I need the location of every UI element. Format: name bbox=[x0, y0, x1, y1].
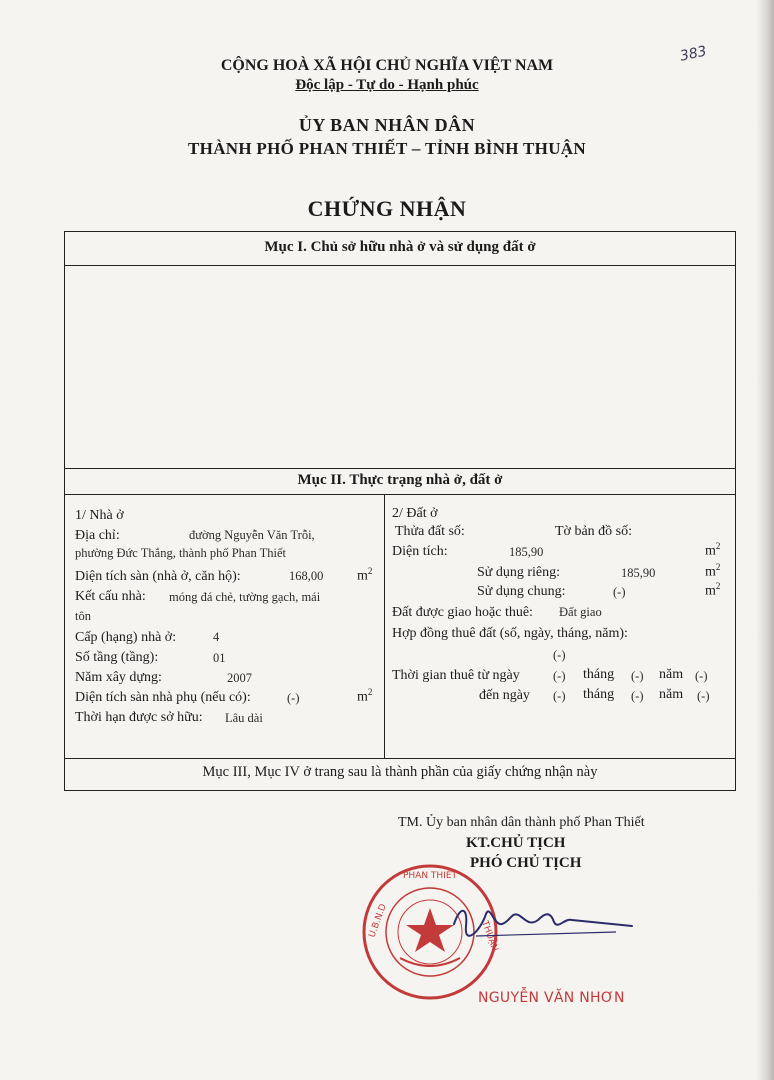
divider bbox=[65, 468, 735, 469]
lease-to-label: đến ngày bbox=[479, 688, 530, 703]
lease-to-month: (-) bbox=[631, 689, 644, 703]
lease-contract-value: (-) bbox=[553, 648, 566, 662]
floor-area-label: Diện tích sàn (nhà ở, căn hộ): bbox=[75, 569, 241, 584]
lease-to-year: (-) bbox=[697, 689, 710, 703]
svg-text:U.B.N.D: U.B.N.D bbox=[367, 902, 389, 940]
lease-from-month-label: tháng bbox=[583, 667, 615, 682]
svg-text:PHAN THIẾT: PHAN THIẾT bbox=[402, 871, 458, 881]
lease-from-year-label: năm bbox=[659, 667, 684, 682]
ownership-term-label: Thời hạn được sở hữu: bbox=[75, 710, 203, 725]
year-built-label: Năm xây dựng: bbox=[75, 670, 162, 685]
allocation-value: Đất giao bbox=[559, 605, 602, 619]
svg-text:THUẬN: THUẬN bbox=[479, 919, 500, 953]
address-value: đường Nguyễn Văn Trỗi, bbox=[189, 528, 315, 542]
handwritten-signature bbox=[446, 896, 636, 946]
section3-note: Mục III, Mục IV ở trang sau là thành phần của giấy chứng nhận này bbox=[202, 764, 598, 780]
on-behalf-text: TM. Ủy ban nhân dân thành phố Phan Thiết bbox=[398, 815, 645, 830]
grade-value: 4 bbox=[213, 630, 220, 644]
section2-heading: Mục II. Thực trạng nhà ở, đất ở bbox=[297, 472, 503, 488]
divider bbox=[65, 265, 735, 266]
authority-location: THÀNH PHỐ PHAN THIẾT – TỈNH BÌNH THUẬN bbox=[188, 139, 586, 158]
shared-use-value: (-) bbox=[613, 585, 626, 599]
ownership-term-value: Lâu dài bbox=[225, 711, 263, 725]
country-name: CỘNG HOÀ XÃ HỘI CHỦ NGHĨA VIỆT NAM bbox=[220, 57, 554, 74]
land-area-label: Diện tích: bbox=[392, 544, 448, 559]
private-use-unit: $m^2$ bbox=[705, 562, 721, 580]
land-area-value: 185,90 bbox=[509, 545, 544, 559]
divider bbox=[65, 494, 735, 495]
lease-from-year: (-) bbox=[695, 669, 708, 683]
aux-area-label: Diện tích sàn nhà phụ (nếu có): bbox=[75, 690, 251, 705]
aux-area-unit: $m^2$ bbox=[357, 687, 373, 705]
plot-number-label: Thửa đất số: bbox=[395, 524, 465, 539]
signer-name: NGUYỄN VĂN NHƠN bbox=[478, 990, 625, 1006]
lease-contract-label: Hợp đồng thuê đất (số, ngày, tháng, năm): bbox=[392, 626, 628, 641]
structure-value-line2: tôn bbox=[75, 609, 91, 623]
structure-label: Kết cấu nhà: bbox=[75, 589, 146, 604]
signer-position-1: KT.CHỦ TỊCH bbox=[466, 835, 566, 851]
certificate-frame bbox=[64, 231, 736, 791]
year-built-value: 2007 bbox=[227, 671, 252, 685]
shared-use-unit: $m^2$ bbox=[705, 581, 721, 599]
lease-to-year-label: năm bbox=[659, 687, 684, 702]
private-use-label: Sử dụng riêng: bbox=[477, 565, 561, 580]
issuing-authority: ỦY BAN NHÂN DÂN bbox=[298, 115, 476, 135]
floor-area-value: 168,00 bbox=[289, 569, 324, 583]
land-area-unit: $m^2$ bbox=[705, 541, 721, 559]
column-divider bbox=[384, 494, 385, 758]
house-heading: 1/ Nhà ở bbox=[75, 508, 124, 523]
section1-heading: Mục I. Chủ sở hữu nhà ở và sử dụng đất ở bbox=[264, 239, 536, 255]
land-heading: 2/ Đất ở bbox=[392, 506, 438, 521]
lease-from-month: (-) bbox=[631, 669, 644, 683]
floors-label: Số tầng (tầng): bbox=[75, 650, 159, 665]
document-title: CHỨNG NHẬN bbox=[307, 196, 467, 221]
divider bbox=[65, 758, 735, 759]
lease-from-day: (-) bbox=[553, 669, 566, 683]
private-use-value: 185,90 bbox=[621, 566, 656, 580]
shared-use-label: Sử dụng chung: bbox=[477, 584, 566, 599]
page-edge bbox=[756, 0, 774, 1080]
map-sheet-label: Tờ bản đồ số: bbox=[555, 524, 633, 539]
lease-from-label: Thời gian thuê từ ngày bbox=[392, 668, 520, 683]
grade-label: Cấp (hạng) nhà ở: bbox=[75, 630, 177, 645]
address-value-line2: phường Đức Thắng, thành phố Phan Thiết bbox=[75, 546, 286, 560]
lease-to-day: (-) bbox=[553, 689, 566, 703]
lease-to-month-label: tháng bbox=[583, 687, 615, 702]
allocation-label: Đất được giao hoặc thuê: bbox=[392, 605, 533, 620]
address-label: Địa chỉ: bbox=[75, 528, 120, 543]
aux-area-value: (-) bbox=[287, 691, 300, 705]
handwritten-number: 383 bbox=[678, 43, 709, 65]
structure-value: móng đá chẻ, tường gạch, mái bbox=[169, 590, 321, 604]
floor-area-unit: $m^2$ bbox=[357, 566, 373, 584]
floors-value: 01 bbox=[213, 651, 226, 665]
national-motto: Độc lập - Tự do - Hạnh phúc bbox=[295, 77, 479, 93]
signer-position-2: PHÓ CHỦ TỊCH bbox=[470, 855, 582, 871]
